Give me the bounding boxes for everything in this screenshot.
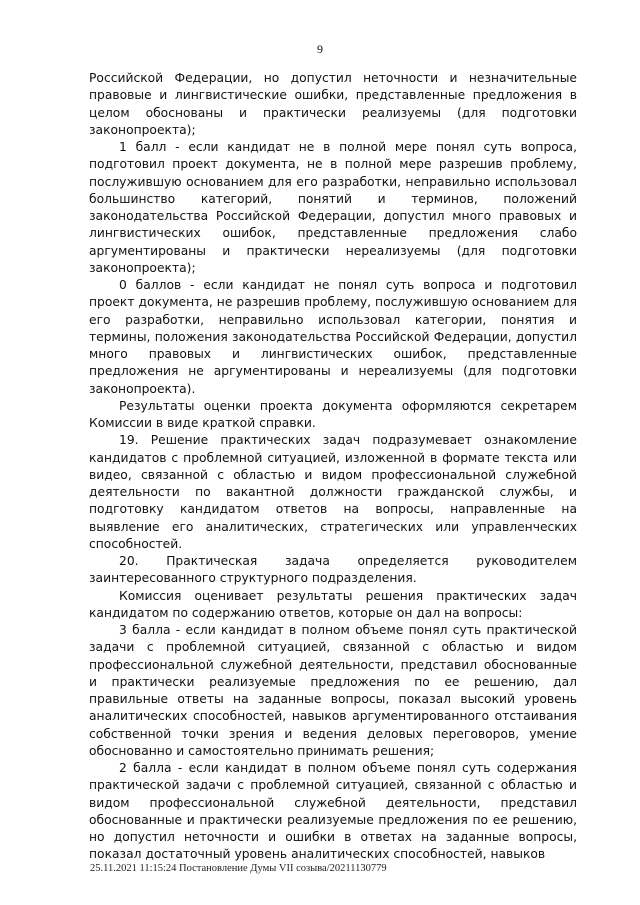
paragraph-results-report: Результаты оценки проекта документа оформляются секретарем Комиссии в виде краткой справки.: [89, 398, 577, 430]
paragraph-2-points-criteria: 2 балла - если кандидат в полном объеме понял суть содержания практической задачи с проблемной ситуацией, связанной с областью и видом профессиональной служебной деятельности, представил обоснованные и практически реализуемые предложения по ее решению, но допустил неточности и ошибки в ответах на заданные вопросы, показал достаточный уровень аналитических способностей, навыков: [89, 761, 577, 862]
paragraph-commission-evaluation: Комиссия оценивает результаты решения практических задач кандидатом по содержанию ответов, которые он дал на вопросы:: [89, 588, 577, 620]
paragraph-3-points-criteria: 3 балла - если кандидат в полном объеме понял суть практической задачи с проблемной ситуацией, связанной с областью и видом профессиональной служебной деятельности, представил обоснованные и практически реализуемые предложения по ее решению, дал правильные ответы на заданные вопросы, показал высокий уровень аналитических способностей, навыков аргументированного отстаивания собственной точки зрения и ведения деловых переговоров, умение обоснованно и самостоятельно принимать решения;: [89, 623, 577, 758]
document-footer: 25.11.2021 11:15:24 Постановление Думы VII созыва/20211130779: [90, 863, 387, 874]
document-body: [89, 70, 577, 864]
paragraph-item-20: 20. Практическая задача определяется руководителем заинтересованного структурного подразделения.: [89, 554, 577, 586]
paragraph-continuation: Российской Федерации, но допустил неточности и незначительные правовые и лингвистические ошибки, представленные предложения в целом обоснованы и практически реализуемы (для подготовки законопроекта);: [89, 71, 577, 137]
paragraph-0-points-criteria: 0 баллов - если кандидат не понял суть вопроса и подготовил проект документа, не разрешив проблему, послужившую основанием для его разработки, неправильно использовал категории, понятия и термины, положения законодательства Российской Федерации, допустил много правовых и лингвистических ошибок, представленные предложения не аргументированы и нереализуемы (для подготовки законопроекта).: [89, 278, 577, 396]
page-number: 9: [317, 42, 323, 56]
paragraph-item-19: 19. Решение практических задач подразумевает ознакомление кандидатов с проблемной ситуацией, изложенной в формате текста или видео, связанной с областью и видом профессиональной служебной деятельности по вакантной должности гражданской службы, и подготовку кандидатом ответов на вопросы, направленные на выявление его аналитических, стратегических или управленческих способностей.: [89, 433, 577, 551]
paragraph-1-point-criteria: 1 балл - если кандидат не в полной мере понял суть вопроса, подготовил проект документа, не в полной мере разрешив проблему, послужившую основанием для его разработки, неправильно использовал большинство категорий, понятий и терминов, положений законодательства Российской Федерации, допустил много правовых и лингвистических ошибок, представленные предложения слабо аргументированы и практически нереализуемы (для подготовки законопроекта);: [89, 140, 577, 275]
